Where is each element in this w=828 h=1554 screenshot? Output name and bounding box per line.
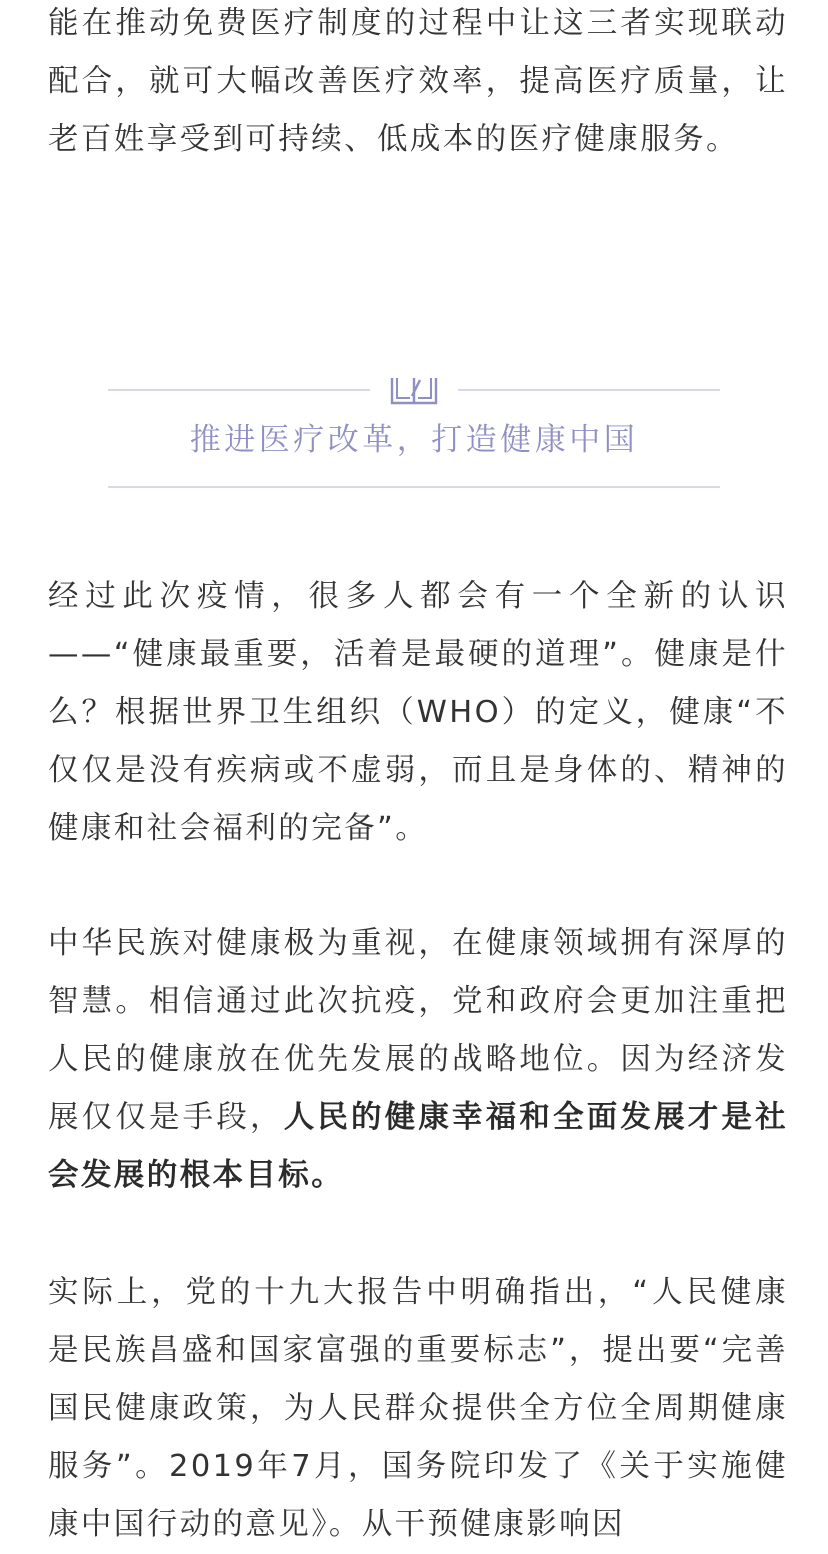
section-title-underline [108, 486, 720, 488]
divider-left [108, 389, 370, 391]
paragraph-text: 能在推动免费医疗制度的过程中让这三者实现联动配合，就可大幅改善医疗效率，提高医疗质量，让老百姓享受到可持续、低成本的医疗健康服务。 [48, 6, 788, 157]
open-book-icon [388, 374, 440, 408]
paragraph-intro-end [48, 0, 788, 169]
paragraph-nineteenth-congress [48, 1264, 788, 1554]
paragraph-bold-text: 人民的健康幸福和全面发展才是社会发展的根本目标。 [48, 1100, 788, 1193]
paragraph-health-definition [48, 568, 788, 858]
section-title: 推进医疗改革，打造健康中国 [189, 422, 639, 458]
paragraph-text: 经过此次疫情，很多人都会有一个全新的认识——“健康最重要，活着是最硬的道理”。健康是什么？根据世界卫生组织（WHO）的定义，健康“不仅仅是没有疾病或不虚弱，而且是身体的、精神的健康和社会福利的完备”。 [48, 579, 788, 846]
section-header [0, 360, 828, 500]
paragraph-chinese-nation-health [48, 915, 788, 1205]
divider-right [458, 389, 720, 391]
paragraph-text: 中华民族对健康极为重视，在健康领域拥有深厚的智慧。相信通过此次抗疫，党和政府会更加注重把人民的健康放在优先发展的战略地位。因为经济发展仅仅是手段， [48, 926, 788, 1135]
paragraph-text: 实际上，党的十九大报告中明确指出，“人民健康是民族昌盛和国家富强的重要标志”，提出要“完善国民健康政策，为人民群众提供全方位全周期健康服务”。2019年7月，国务院印发了《关于实施健康中国行动的意见》。从干预健康影响因 [48, 1275, 788, 1542]
